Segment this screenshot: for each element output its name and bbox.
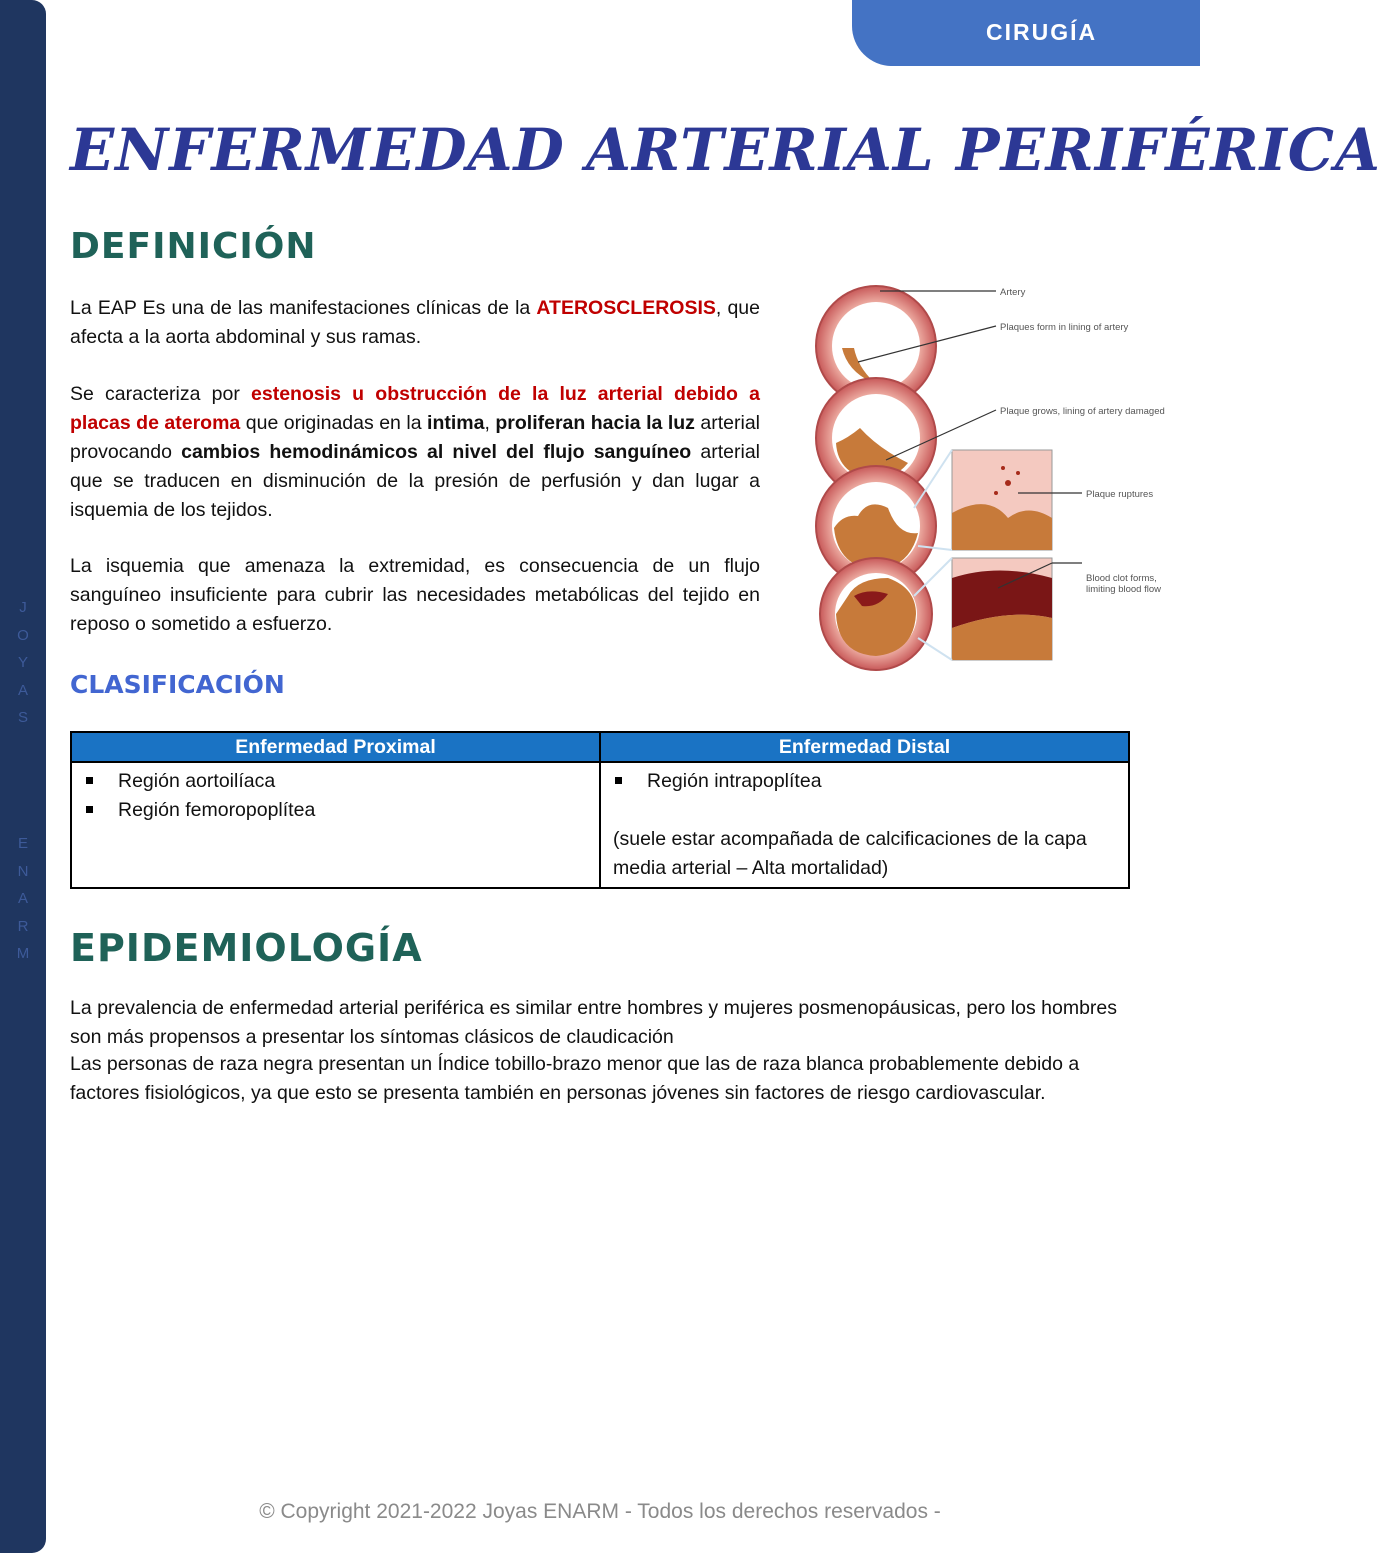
distal-note: (suele estar acompañada de calcificaciones de la capa media arterial – Alta mortalidad) bbox=[613, 828, 1087, 879]
sidebar-letter: O bbox=[17, 626, 29, 644]
sidebar-letter: S bbox=[17, 709, 28, 726]
sidebar-letters-enarm bbox=[0, 830, 46, 968]
heading-epidemiologia: EPIDEMIOLOGÍA bbox=[70, 926, 423, 970]
emphasis-text: estenosis u obstrucción de la luz arterial debido a placas de ateroma bbox=[70, 383, 760, 434]
label-plaques-form: Plaques form in lining of artery bbox=[1000, 322, 1129, 333]
epidemiologia-paragraph-1: La prevalencia de enfermedad arterial periférica es similar entre hombres y mujeres posmenopáusicas, pero los hombres son más propensos a presentar los síntomas clásicos de claudicación bbox=[70, 997, 1118, 1048]
sidebar-letter: R bbox=[17, 917, 29, 935]
definicion-paragraph-2 bbox=[70, 380, 760, 525]
table-row bbox=[71, 762, 1129, 888]
list-item bbox=[84, 767, 589, 796]
text-run: arterial provocando bbox=[70, 412, 760, 463]
bold-text: intima bbox=[427, 412, 485, 434]
bullet-icon bbox=[86, 777, 93, 784]
sidebar-letter: A bbox=[17, 890, 28, 907]
heading-clasificacion: CLASIFICACIÓN bbox=[70, 670, 285, 699]
footer-copyright: © Copyright 2021-2022 Joyas ENARM - Todos los derechos reservados - bbox=[259, 1500, 941, 1523]
list-item bbox=[613, 767, 1118, 796]
artery-ring-4 bbox=[820, 558, 932, 670]
label-plaque-grows: Plaque grows, lining of artery damaged bbox=[1000, 406, 1165, 417]
spacer bbox=[613, 796, 1118, 825]
list-item-text: Región aortoilíaca bbox=[118, 770, 276, 792]
list-item-text: Región intrapoplítea bbox=[647, 770, 822, 792]
classification-table bbox=[70, 731, 1130, 889]
text-run: que originadas en la bbox=[240, 412, 428, 434]
sidebar-letter: Y bbox=[17, 654, 28, 671]
table-cell-proximal bbox=[71, 762, 600, 888]
bullet-icon bbox=[86, 806, 93, 813]
section-tab-label: CIRUGÍA bbox=[986, 19, 1098, 45]
bold-text: cambios hemodinámicos al nivel del flujo sanguíneo bbox=[181, 441, 692, 463]
definicion-paragraph-3: La isquemia que amenaza la extremidad, es consecuencia de un flujo sanguíneo insuficiente para cubrir las necesidades metabólicas del tejido en reposo o sometido a esfuerzo. bbox=[70, 555, 760, 635]
text-run: , bbox=[484, 412, 496, 434]
list-item bbox=[84, 796, 589, 825]
sidebar-letter: J bbox=[19, 599, 27, 616]
table-header-proximal: Enfermedad Proximal bbox=[71, 732, 600, 762]
definicion-paragraph-1 bbox=[70, 294, 760, 352]
label-plaque-ruptures: Plaque ruptures bbox=[1086, 489, 1154, 500]
table-cell-distal bbox=[600, 762, 1129, 888]
text-run: , que afecta a la aorta abdominal y sus ramas. bbox=[70, 297, 760, 348]
sidebar bbox=[0, 0, 46, 1553]
sidebar-letter: E bbox=[17, 835, 28, 852]
emphasis-text: ATEROSCLEROSIS bbox=[536, 297, 716, 319]
text-run: arterial que se traducen en disminución de la presión de perfusión y dan lugar a isquemia de los tejidos. bbox=[70, 441, 761, 521]
list-item-text: Región femoropoplítea bbox=[118, 799, 316, 821]
epidemiologia-paragraph-2: Las personas de raza negra presentan un Índice tobillo-brazo menor que las de raza blanca probablemente debido a factores fisiológicos, ya que esto se presenta también en personas jóvenes sin factores de riesgo cardiovascular. bbox=[70, 1053, 1080, 1104]
zoom-panel-clot bbox=[952, 558, 1052, 660]
atherosclerosis-illustration bbox=[818, 278, 1178, 670]
sidebar-letter: M bbox=[16, 945, 30, 962]
label-clot-line-2: limiting blood flow bbox=[1086, 584, 1161, 595]
sidebar-letter: A bbox=[17, 681, 28, 699]
zoom-panel-rupture bbox=[952, 450, 1052, 550]
bold-text: proliferan hacia la luz bbox=[495, 412, 695, 434]
text-run: La EAP Es una de las manifestaciones clínicas de la bbox=[70, 297, 537, 319]
sidebar-letter: N bbox=[17, 862, 29, 880]
page-title: ENFERMEDAD ARTERIAL PERIFÉRICA bbox=[70, 116, 1381, 184]
label-artery: Artery bbox=[1000, 287, 1026, 298]
label-clot-line-1: Blood clot forms, bbox=[1086, 573, 1157, 584]
text-run: Se caracteriza por bbox=[70, 383, 252, 405]
heading-definicion: DEFINICIÓN bbox=[70, 226, 317, 267]
sidebar-letters-joyas bbox=[0, 594, 46, 732]
section-tab bbox=[852, 0, 1200, 66]
table-header-distal: Enfermedad Distal bbox=[600, 732, 1129, 762]
bullet-icon bbox=[615, 777, 622, 784]
